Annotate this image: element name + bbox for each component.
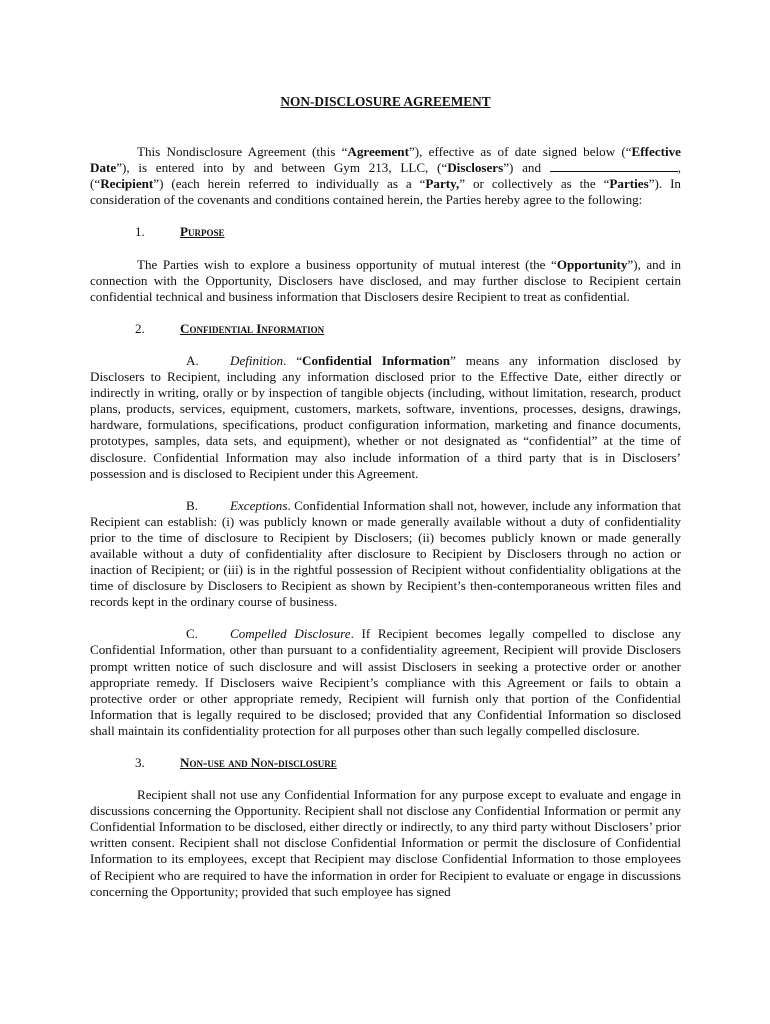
- intro-paragraph: [90, 144, 681, 208]
- defined-term-recipient: Recipient: [100, 176, 154, 192]
- intro-text: ”), effective as of date signed below (“: [408, 144, 632, 160]
- section-3-paragraph: Recipient shall not use any Confidential Information for any purpose except to evaluate and engage in discussions concerning the Opportunity. Recipient shall not disclose any Confidential Information or permit any Confidential Information to be disclosed, either directly or indirectly, to any third party without Disclosers’ prior written consent. Recipient shall not disclose Confidential Information or permit the disclosure of Confidential Information to its employees, except that Recipient may disclose Confidential Information to those employees of Recipient who are required to have the information in order for Recipient to evaluate or engage in discussions concerning the Opportunity; provided that such employee has signed: [90, 787, 681, 899]
- recipient-name-blank[interactable]: [550, 160, 678, 172]
- defined-term-opportunity: Opportunity: [556, 256, 628, 272]
- section-2a-paragraph: [90, 353, 681, 482]
- paragraph-text: . Confidential Information shall not, however, include any information that Recipient can establish: (i) was publicly known or made generally available without a duty of confidentiality prior to the time of disclosure to Recipient by Disclosers; (ii) becomes publicly known or made generally available without a duty of confidentiality after disclosure to Recipient by Disclosers through no action or inaction of Recipient; or (iii) is in the rightful possession of Recipient without confidentiality obligations at the time of disclosure by Disclosers to Recipient as shown by Recipient’s then-contemporaneous written files and records kept in the ordinary course of business.: [90, 497, 681, 610]
- defined-term-confidential-information: Confidential Information: [302, 352, 451, 368]
- section-title: Non-use and Non-disclosure: [180, 755, 337, 770]
- section-title: Confidential Information: [180, 320, 325, 336]
- intro-text: , (“: [90, 160, 682, 192]
- defined-term-agreement: Agreement: [347, 144, 409, 160]
- subsection-label: Compelled Disclosure: [230, 626, 351, 642]
- intro-text: This Nondisclosure Agreement (this “: [137, 144, 348, 160]
- subsection-label: Definition: [230, 352, 284, 368]
- section-2c-paragraph: [90, 626, 681, 739]
- section-1-heading: [90, 224, 681, 240]
- section-2-heading: [90, 321, 681, 337]
- intro-text: ”) and: [503, 160, 550, 176]
- defined-term-disclosers: Disclosers: [447, 160, 504, 176]
- document-title: NON-DISCLOSURE AGREEMENT: [280, 94, 491, 109]
- paragraph-text: . “: [283, 352, 303, 368]
- section-title: Purpose: [180, 224, 225, 240]
- intro-text: ” or collectively as the “: [459, 176, 610, 192]
- intro-text: ”), is entered into by and between Gym 213, LLC, (“: [116, 160, 448, 176]
- section-2b-paragraph: [90, 498, 681, 611]
- subsection-letter: C.: [186, 626, 199, 642]
- subsection-letter: B.: [186, 497, 199, 513]
- section-1-paragraph: [90, 257, 681, 305]
- paragraph-text: ”), and in connection with the Opportunity, Disclosers have disclosed, and may further disclose to Recipient certain confidential technical and business information that Disclosers desire Recipient to treat as confidential.: [90, 256, 681, 304]
- defined-term-party: Party,: [425, 176, 460, 192]
- intro-text: ”) (each herein referred to individually as a “: [153, 176, 426, 192]
- defined-term-effective-date: Effective Date: [90, 144, 681, 176]
- section-3-heading: [90, 755, 681, 771]
- paragraph-text: The Parties wish to explore a business opportunity of mutual interest (the “: [137, 256, 557, 272]
- intro-text: ”). In consideration of the covenants and conditions contained herein, the Parties hereby agree to the following:: [90, 176, 681, 208]
- paragraph-text: ” means any information disclosed by Disclosers to Recipient, including any information disclosed prior to the Effective Date, either directly or indirectly in writing, orally or by inspection of tangible objects (including, without limitation, research, product plans, products, services, equipment, customers, markets, software, inventions, processes, designs, drawings, hardware, formulations, specifications, product configuration information, marketing and finance documents, prototypes, samples, data sets, and equipment), whether or not designated as “confidential” at the time of disclosure. Confidential Information may also include information of a third party that is in Disclosers’ possession and is disclosed to Recipient under this Agreement.: [90, 352, 682, 481]
- subsection-label: Exceptions: [230, 497, 288, 513]
- paragraph-text: . If Recipient becomes legally compelled to disclose any Confidential Information, other than pursuant to a confidentiality agreement, Recipient will provide Disclosers prompt written notice of such disclosure and will assist Disclosers in seeking a protective order or another appropriate remedy. If Disclosers waive Recipient’s compliance with this Agreement or fails to obtain a protective order or other appropriate remedy, Recipient will furnish only that portion of the Confidential Information that is legally required to be disclosed; provided that any Confidential Information so disclosed shall maintain its confidentiality protection for all purposes other than such legally compelled disclosure.: [90, 626, 681, 738]
- subsection-letter: A.: [186, 352, 199, 368]
- section-number: 2.: [135, 320, 145, 336]
- defined-term-parties: Parties: [609, 176, 649, 192]
- section-number: 3.: [135, 755, 145, 770]
- section-number: 1.: [135, 224, 145, 240]
